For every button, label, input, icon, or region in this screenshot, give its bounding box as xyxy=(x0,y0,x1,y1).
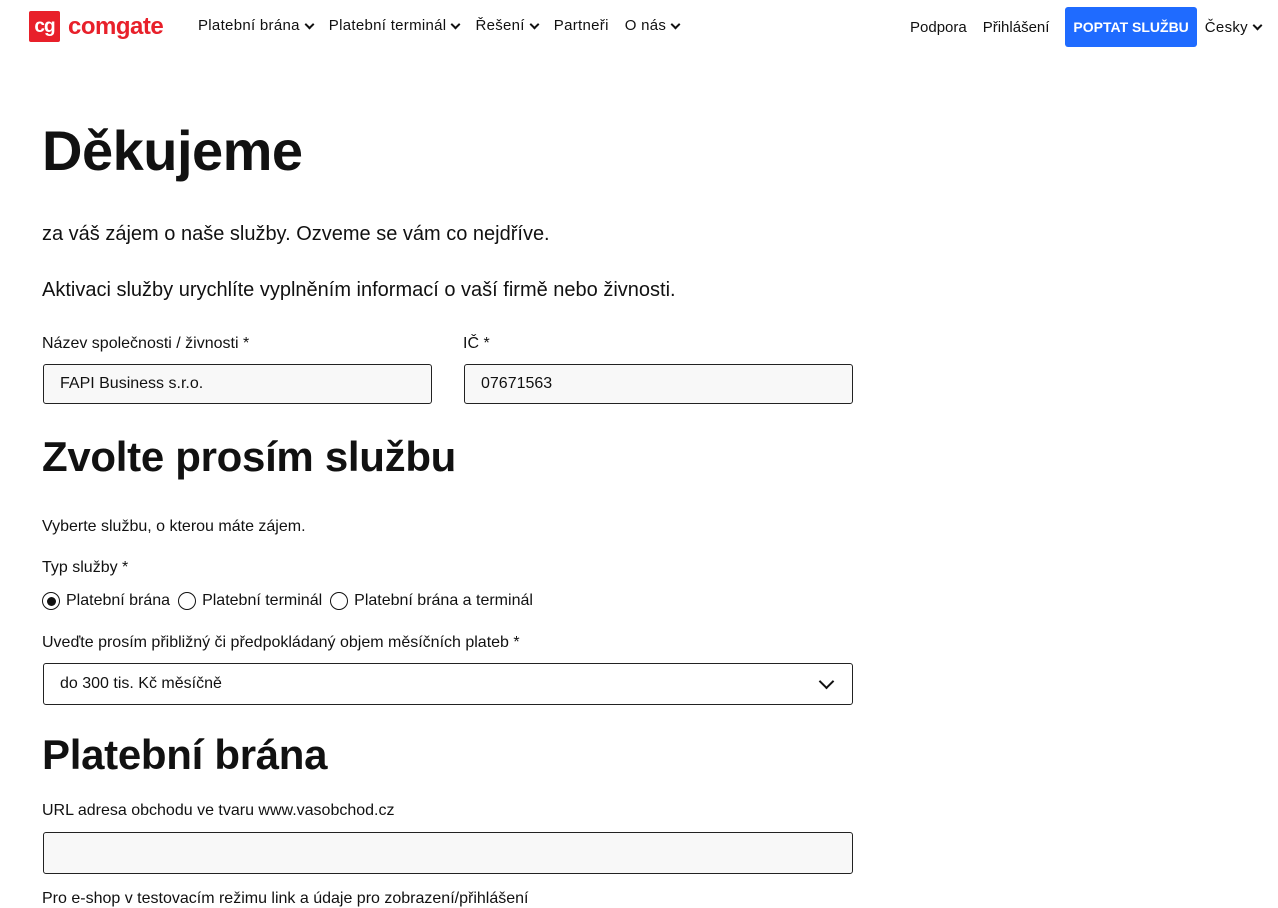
site-header xyxy=(0,0,1278,52)
ic-input[interactable] xyxy=(464,364,853,404)
radio-platebni-brana[interactable] xyxy=(42,592,60,610)
service-description: Vyberte službu, o kterou máte zájem. xyxy=(42,518,306,535)
nav-platebni-terminal[interactable] xyxy=(329,17,460,34)
url-label: URL adresa obchodu ve tvaru www.vasobchod.cz xyxy=(42,802,395,819)
company-name-input[interactable] xyxy=(43,364,432,404)
nav-label: Partneři xyxy=(553,17,609,34)
nav-label: Platební brána xyxy=(198,17,300,34)
service-heading: Zvolte prosím službu xyxy=(42,433,457,480)
radio-platebni-terminal[interactable] xyxy=(178,592,196,610)
radio-label[interactable]: Platební brána a terminál xyxy=(354,592,533,609)
volume-label: Uveďte prosím přibližný či předpokládaný objem měsíčních plateb * xyxy=(42,634,520,651)
volume-select[interactable] xyxy=(43,663,853,705)
radio-brana-a-terminal[interactable] xyxy=(330,592,348,610)
service-type-label: Typ služby * xyxy=(42,559,129,576)
login-link[interactable]: Přihlášení xyxy=(982,18,1050,36)
request-service-button[interactable]: POPTAT SLUŽBU xyxy=(1065,7,1196,47)
radio-label[interactable]: Platební brána xyxy=(66,592,171,609)
test-mode-note: Pro e-shop v testovacím režimu link a údaje pro zobrazení/přihlášení xyxy=(42,890,529,907)
chevron-down-icon xyxy=(529,19,539,29)
right-nav xyxy=(910,7,1261,47)
activation-text: Aktivaci služby urychlíte vyplněním informací o vaší firmě nebo živnosti. xyxy=(42,279,676,301)
nav-reseni[interactable] xyxy=(475,17,537,34)
logo-text: comgate xyxy=(68,12,164,40)
page-title: Děkujeme xyxy=(42,119,303,182)
nav-label: O nás xyxy=(624,17,667,34)
chevron-down-icon xyxy=(304,19,314,29)
nav-platebni-brana[interactable] xyxy=(198,17,313,34)
chevron-down-icon xyxy=(819,673,835,689)
service-type-radios xyxy=(42,592,541,610)
company-label: Název společnosti / živnosti * xyxy=(42,335,250,352)
radio-label[interactable]: Platební terminál xyxy=(202,592,323,609)
gateway-heading: Platební brána xyxy=(42,731,328,778)
nav-label: Řešení xyxy=(475,17,525,34)
nav-o-nas[interactable] xyxy=(625,17,680,34)
chevron-down-icon xyxy=(1253,21,1263,31)
ic-label: IČ * xyxy=(463,335,490,352)
intro-text: za váš zájem o naše služby. Ozveme se vám co nejdříve. xyxy=(42,223,550,245)
volume-selected-value: do 300 tis. Kč měsíčně xyxy=(60,675,222,692)
support-link[interactable]: Podpora xyxy=(910,18,967,36)
logo-mark: cg xyxy=(29,11,60,42)
language-label: Česky xyxy=(1204,18,1248,36)
nav-partneri[interactable] xyxy=(554,17,609,34)
main-nav xyxy=(198,17,695,34)
comgate-logo[interactable] xyxy=(29,11,163,42)
nav-label: Platební terminál xyxy=(328,17,447,34)
chevron-down-icon xyxy=(671,19,681,29)
shop-url-input[interactable] xyxy=(43,832,853,874)
language-switcher[interactable] xyxy=(1205,19,1261,36)
chevron-down-icon xyxy=(451,19,461,29)
